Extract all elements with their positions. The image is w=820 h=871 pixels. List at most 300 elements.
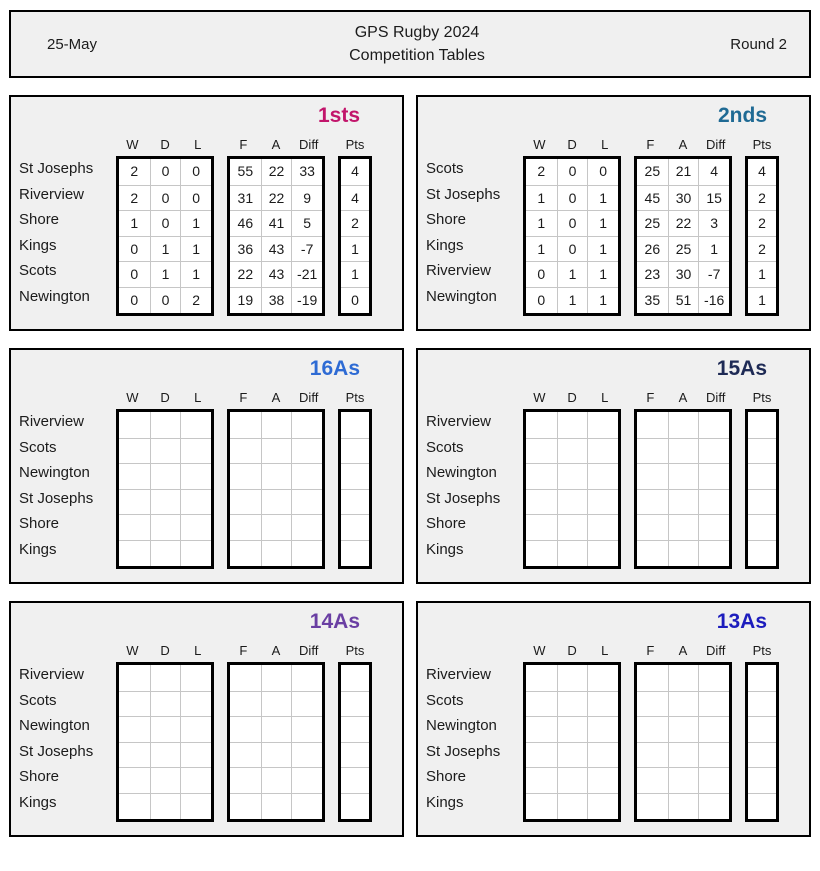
cell-a bbox=[261, 514, 292, 540]
cell-w: 2 bbox=[119, 185, 150, 211]
points-column-group bbox=[745, 390, 779, 569]
header-title-line1: GPS Rugby 2024 bbox=[354, 24, 480, 41]
cell-d bbox=[150, 793, 181, 819]
team-label: St Josephs bbox=[19, 742, 94, 760]
points-table bbox=[338, 662, 372, 822]
cell-l bbox=[180, 412, 211, 438]
cell-a: 30 bbox=[668, 261, 699, 287]
record-column-headers bbox=[116, 643, 214, 662]
cell-l bbox=[587, 540, 618, 566]
score-column-headers bbox=[634, 137, 732, 156]
cell-w bbox=[119, 793, 150, 819]
cell-l: 1 bbox=[587, 210, 618, 236]
team-label: Riverview bbox=[19, 666, 85, 683]
cell-d bbox=[557, 665, 588, 691]
score-column-headers bbox=[634, 643, 732, 662]
team-label: Scots bbox=[19, 262, 57, 280]
cell-d bbox=[557, 514, 588, 540]
points-table bbox=[745, 662, 779, 822]
header-spacer bbox=[426, 137, 523, 156]
header-date: 25-May bbox=[47, 35, 98, 53]
team-label: Riverview bbox=[426, 666, 492, 683]
points-column-header bbox=[338, 643, 372, 662]
cell-l bbox=[180, 489, 211, 515]
score-column-group bbox=[634, 643, 732, 822]
cell-l: 0 bbox=[180, 185, 211, 211]
header-spacer bbox=[19, 390, 116, 409]
cell-pts bbox=[748, 665, 776, 691]
score-table bbox=[227, 662, 325, 822]
cell-a: 22 bbox=[668, 210, 699, 236]
team-label: Scots bbox=[426, 691, 464, 709]
points-table bbox=[745, 156, 779, 316]
cell-diff: 1 bbox=[698, 236, 729, 262]
record-table bbox=[116, 409, 214, 569]
cell-w bbox=[119, 438, 150, 464]
cell-a: 22 bbox=[261, 159, 292, 185]
cell-l bbox=[180, 463, 211, 489]
cell-diff bbox=[291, 540, 322, 566]
team-label: Shore bbox=[19, 211, 60, 229]
record-table bbox=[523, 662, 621, 822]
points-column-header bbox=[745, 643, 779, 662]
cell-w bbox=[526, 691, 557, 717]
cell-w: 1 bbox=[526, 236, 557, 262]
cell-d bbox=[150, 412, 181, 438]
cell-w: 0 bbox=[119, 236, 150, 262]
cell-pts bbox=[341, 489, 369, 515]
points-column-header bbox=[745, 137, 779, 156]
cell-pts: 1 bbox=[748, 261, 776, 287]
column-header-a: A bbox=[678, 643, 688, 658]
cell-a bbox=[668, 463, 699, 489]
cell-pts bbox=[341, 742, 369, 768]
cell-f bbox=[230, 665, 261, 691]
cell-f: 36 bbox=[230, 236, 261, 262]
cell-diff bbox=[291, 767, 322, 793]
column-header-pts: Pts bbox=[752, 390, 772, 405]
header-spacer bbox=[426, 643, 523, 662]
record-column-headers bbox=[523, 137, 621, 156]
cell-pts: 1 bbox=[748, 287, 776, 313]
cell-w bbox=[526, 412, 557, 438]
column-gap bbox=[214, 137, 227, 316]
cell-pts: 4 bbox=[341, 185, 369, 211]
score-column-headers bbox=[227, 643, 325, 662]
cell-diff: 4 bbox=[698, 159, 729, 185]
points-column-header bbox=[745, 390, 779, 409]
cell-diff: 5 bbox=[291, 210, 322, 236]
cell-pts bbox=[748, 514, 776, 540]
column-header-diff: Diff bbox=[706, 643, 726, 658]
cell-w bbox=[526, 514, 557, 540]
team-label: Newington bbox=[19, 717, 90, 735]
record-table bbox=[116, 662, 214, 822]
cell-d bbox=[557, 489, 588, 515]
cell-a bbox=[261, 489, 292, 515]
cell-f: 31 bbox=[230, 185, 261, 211]
score-column-headers bbox=[227, 137, 325, 156]
cell-l: 1 bbox=[180, 261, 211, 287]
points-column-header bbox=[338, 137, 372, 156]
panel-title-14as: 14As bbox=[309, 610, 360, 633]
panels-grid bbox=[9, 95, 811, 837]
cell-f bbox=[230, 463, 261, 489]
cell-diff bbox=[291, 412, 322, 438]
cell-pts bbox=[748, 412, 776, 438]
cell-a: 41 bbox=[261, 210, 292, 236]
cell-pts bbox=[341, 767, 369, 793]
column-header-f: F bbox=[239, 390, 248, 405]
score-table bbox=[634, 662, 732, 822]
cell-a: 51 bbox=[668, 287, 699, 313]
team-label: Riverview bbox=[19, 413, 85, 430]
division-panel bbox=[416, 601, 811, 837]
column-header-f: F bbox=[646, 643, 655, 658]
cell-diff: 33 bbox=[291, 159, 322, 185]
points-column-group bbox=[745, 137, 779, 316]
cell-l bbox=[180, 665, 211, 691]
cell-f bbox=[637, 489, 668, 515]
score-table bbox=[227, 156, 325, 316]
panel-title-2nds: 2nds bbox=[717, 104, 767, 127]
cell-diff bbox=[698, 665, 729, 691]
cell-l bbox=[587, 742, 618, 768]
cell-d: 1 bbox=[557, 261, 588, 287]
cell-d bbox=[557, 716, 588, 742]
cell-l bbox=[180, 793, 211, 819]
cell-d: 0 bbox=[150, 159, 181, 185]
points-table bbox=[338, 156, 372, 316]
cell-f bbox=[637, 691, 668, 717]
cell-d bbox=[557, 691, 588, 717]
team-label: Shore bbox=[426, 211, 467, 229]
score-column-group bbox=[227, 643, 325, 822]
cell-diff bbox=[291, 665, 322, 691]
column-gap bbox=[621, 643, 634, 822]
cell-a bbox=[261, 716, 292, 742]
column-header-d: D bbox=[567, 137, 577, 152]
cell-pts bbox=[341, 514, 369, 540]
cell-d: 0 bbox=[150, 287, 181, 313]
record-column-group bbox=[523, 137, 621, 316]
column-header-a: A bbox=[271, 643, 281, 658]
column-header-l: L bbox=[194, 643, 202, 658]
record-column-group bbox=[523, 390, 621, 569]
cell-w: 2 bbox=[537, 163, 546, 179]
cell-f bbox=[637, 412, 668, 438]
column-gap bbox=[325, 137, 338, 316]
cell-f bbox=[230, 514, 261, 540]
cell-diff: 9 bbox=[291, 185, 322, 211]
header-spacer bbox=[19, 137, 116, 156]
cell-pts bbox=[341, 438, 369, 464]
points-table bbox=[338, 409, 372, 569]
team-label: Newington bbox=[426, 464, 497, 482]
cell-pts bbox=[341, 540, 369, 566]
cell-f bbox=[637, 463, 668, 489]
cell-w bbox=[526, 463, 557, 489]
cell-f: 25 bbox=[644, 163, 661, 179]
cell-a: 21 bbox=[668, 159, 699, 185]
team-label: Newington bbox=[426, 287, 497, 305]
cell-pts: 2 bbox=[748, 236, 776, 262]
cell-a: 43 bbox=[261, 236, 292, 262]
cell-a bbox=[668, 438, 699, 464]
cell-a: 38 bbox=[261, 287, 292, 313]
score-table bbox=[227, 409, 325, 569]
cell-d bbox=[150, 691, 181, 717]
panel-body bbox=[426, 643, 809, 822]
column-header-diff: Diff bbox=[299, 390, 319, 405]
team-labels-column bbox=[426, 390, 523, 569]
cell-w bbox=[119, 412, 150, 438]
cell-l bbox=[587, 438, 618, 464]
team-label: Riverview bbox=[426, 262, 492, 280]
panel-body bbox=[19, 137, 402, 316]
team-label: Kings bbox=[19, 793, 57, 811]
division-panel bbox=[9, 348, 404, 584]
column-header-pts: Pts bbox=[752, 137, 772, 152]
points-table bbox=[745, 409, 779, 569]
cell-d bbox=[150, 438, 181, 464]
cell-pts bbox=[341, 716, 369, 742]
cell-diff: 3 bbox=[698, 210, 729, 236]
column-header-f: F bbox=[239, 643, 248, 658]
cell-diff bbox=[291, 438, 322, 464]
cell-a bbox=[668, 412, 699, 438]
cell-diff bbox=[698, 793, 729, 819]
cell-f bbox=[637, 767, 668, 793]
cell-f bbox=[230, 793, 261, 819]
cell-pts: 1 bbox=[341, 236, 369, 262]
cell-pts bbox=[748, 691, 776, 717]
column-header-l: L bbox=[601, 137, 609, 152]
points-column-group bbox=[745, 643, 779, 822]
header-spacer bbox=[19, 643, 116, 662]
column-header-w: W bbox=[533, 643, 546, 658]
column-header-pts: Pts bbox=[345, 390, 365, 405]
cell-pts: 1 bbox=[341, 261, 369, 287]
cell-l bbox=[180, 742, 211, 768]
cell-pts bbox=[341, 463, 369, 489]
cell-pts bbox=[748, 742, 776, 768]
cell-d: 0 bbox=[557, 185, 588, 211]
cell-pts bbox=[341, 412, 369, 438]
score-column-headers bbox=[634, 390, 732, 409]
record-column-group bbox=[116, 643, 214, 822]
cell-a bbox=[668, 716, 699, 742]
cell-l: 1 bbox=[587, 287, 618, 313]
cell-w: 1 bbox=[526, 185, 557, 211]
cell-d bbox=[150, 463, 181, 489]
record-table bbox=[116, 156, 214, 316]
panel-title-16as: 16As bbox=[309, 357, 360, 380]
cell-diff: -7 bbox=[698, 261, 729, 287]
column-gap bbox=[732, 390, 745, 569]
team-label: Kings bbox=[19, 540, 57, 558]
cell-pts: 0 bbox=[341, 287, 369, 313]
cell-d: 1 bbox=[557, 287, 588, 313]
cell-l: 2 bbox=[180, 287, 211, 313]
cell-d: 1 bbox=[150, 261, 181, 287]
cell-diff bbox=[698, 716, 729, 742]
cell-l: 1 bbox=[587, 261, 618, 287]
division-panel bbox=[416, 95, 811, 331]
cell-w bbox=[526, 742, 557, 768]
header-title-line2: Competition Tables bbox=[349, 47, 485, 64]
cell-l: 0 bbox=[180, 159, 211, 185]
division-panel bbox=[9, 601, 404, 837]
cell-diff bbox=[291, 691, 322, 717]
record-column-group bbox=[116, 137, 214, 316]
column-header-w: W bbox=[126, 137, 139, 152]
cell-a bbox=[261, 767, 292, 793]
column-header-d: D bbox=[160, 643, 170, 658]
cell-w bbox=[526, 716, 557, 742]
team-labels-column bbox=[426, 137, 523, 316]
points-column-group bbox=[338, 643, 372, 822]
cell-a bbox=[261, 665, 292, 691]
cell-l bbox=[587, 489, 618, 515]
cell-f bbox=[637, 665, 668, 691]
cell-f: 22 bbox=[230, 261, 261, 287]
cell-l bbox=[180, 716, 211, 742]
column-header-pts: Pts bbox=[345, 137, 365, 152]
column-header-diff: Diff bbox=[706, 137, 726, 152]
cell-f: 25 bbox=[637, 210, 668, 236]
score-table bbox=[634, 409, 732, 569]
cell-pts bbox=[341, 793, 369, 819]
cell-w: 0 bbox=[526, 287, 557, 313]
team-labels-column bbox=[19, 137, 116, 316]
team-label: Newington bbox=[19, 287, 90, 305]
cell-diff bbox=[698, 742, 729, 768]
column-header-d: D bbox=[160, 390, 170, 405]
cell-diff bbox=[698, 514, 729, 540]
cell-pts bbox=[341, 691, 369, 717]
points-column-group bbox=[338, 390, 372, 569]
cell-diff bbox=[698, 438, 729, 464]
cell-l bbox=[180, 514, 211, 540]
cell-diff: 15 bbox=[698, 185, 729, 211]
team-label: St Josephs bbox=[19, 160, 94, 177]
cell-d: 0 bbox=[557, 236, 588, 262]
team-label: Riverview bbox=[19, 185, 85, 203]
cell-diff bbox=[291, 742, 322, 768]
column-header-d: D bbox=[160, 137, 170, 152]
cell-w bbox=[119, 514, 150, 540]
cell-l bbox=[587, 463, 618, 489]
cell-d bbox=[557, 412, 588, 438]
cell-d: 1 bbox=[150, 236, 181, 262]
cell-l: 0 bbox=[587, 159, 618, 185]
cell-d bbox=[150, 665, 181, 691]
cell-d bbox=[150, 742, 181, 768]
cell-w bbox=[119, 463, 150, 489]
score-column-headers bbox=[227, 390, 325, 409]
cell-l bbox=[587, 793, 618, 819]
cell-diff: -7 bbox=[291, 236, 322, 262]
cell-diff bbox=[698, 540, 729, 566]
header-round: Round 2 bbox=[730, 35, 787, 53]
cell-f bbox=[637, 716, 668, 742]
record-table bbox=[523, 156, 621, 316]
cell-d: 0 bbox=[150, 210, 181, 236]
cell-f bbox=[637, 438, 668, 464]
cell-w bbox=[526, 793, 557, 819]
column-header-l: L bbox=[194, 137, 202, 152]
cell-pts: 4 bbox=[351, 163, 359, 179]
panel-title-13as: 13As bbox=[716, 610, 767, 633]
panel-title-1sts: 1sts bbox=[317, 104, 360, 127]
cell-d bbox=[150, 767, 181, 793]
cell-f bbox=[230, 540, 261, 566]
record-column-headers bbox=[116, 390, 214, 409]
column-header-w: W bbox=[126, 390, 139, 405]
cell-f bbox=[230, 489, 261, 515]
cell-pts bbox=[748, 540, 776, 566]
cell-d: 0 bbox=[557, 210, 588, 236]
cell-a bbox=[668, 793, 699, 819]
cell-d bbox=[150, 489, 181, 515]
cell-a: 30 bbox=[668, 185, 699, 211]
team-labels-column bbox=[19, 390, 116, 569]
cell-a bbox=[668, 540, 699, 566]
cell-diff bbox=[291, 489, 322, 515]
cell-d bbox=[557, 463, 588, 489]
cell-d: 0 bbox=[150, 185, 181, 211]
cell-w bbox=[526, 438, 557, 464]
cell-a bbox=[668, 767, 699, 793]
cell-f: 26 bbox=[637, 236, 668, 262]
team-labels-column bbox=[19, 643, 116, 822]
cell-diff bbox=[698, 412, 729, 438]
cell-l bbox=[180, 767, 211, 793]
column-gap bbox=[621, 137, 634, 316]
cell-f bbox=[230, 767, 261, 793]
cell-a bbox=[261, 540, 292, 566]
score-column-group bbox=[634, 390, 732, 569]
record-table bbox=[523, 409, 621, 569]
cell-pts bbox=[748, 489, 776, 515]
cell-w bbox=[119, 489, 150, 515]
cell-pts bbox=[748, 438, 776, 464]
cell-d bbox=[557, 767, 588, 793]
cell-d bbox=[150, 540, 181, 566]
score-column-group bbox=[227, 390, 325, 569]
cell-f bbox=[230, 412, 261, 438]
team-label: Shore bbox=[426, 515, 467, 533]
points-column-header bbox=[338, 390, 372, 409]
cell-diff bbox=[698, 463, 729, 489]
team-label: Newington bbox=[426, 717, 497, 735]
cell-w bbox=[119, 665, 150, 691]
column-header-l: L bbox=[194, 390, 202, 405]
cell-d bbox=[150, 716, 181, 742]
cell-pts: 2 bbox=[748, 185, 776, 211]
cell-diff bbox=[698, 691, 729, 717]
team-label: St Josephs bbox=[426, 489, 501, 507]
cell-a: 22 bbox=[261, 185, 292, 211]
record-column-group bbox=[523, 643, 621, 822]
cell-diff bbox=[291, 716, 322, 742]
column-header-a: A bbox=[678, 137, 688, 152]
column-gap bbox=[621, 390, 634, 569]
page bbox=[0, 10, 820, 837]
cell-diff: -16 bbox=[698, 287, 729, 313]
cell-w bbox=[119, 540, 150, 566]
